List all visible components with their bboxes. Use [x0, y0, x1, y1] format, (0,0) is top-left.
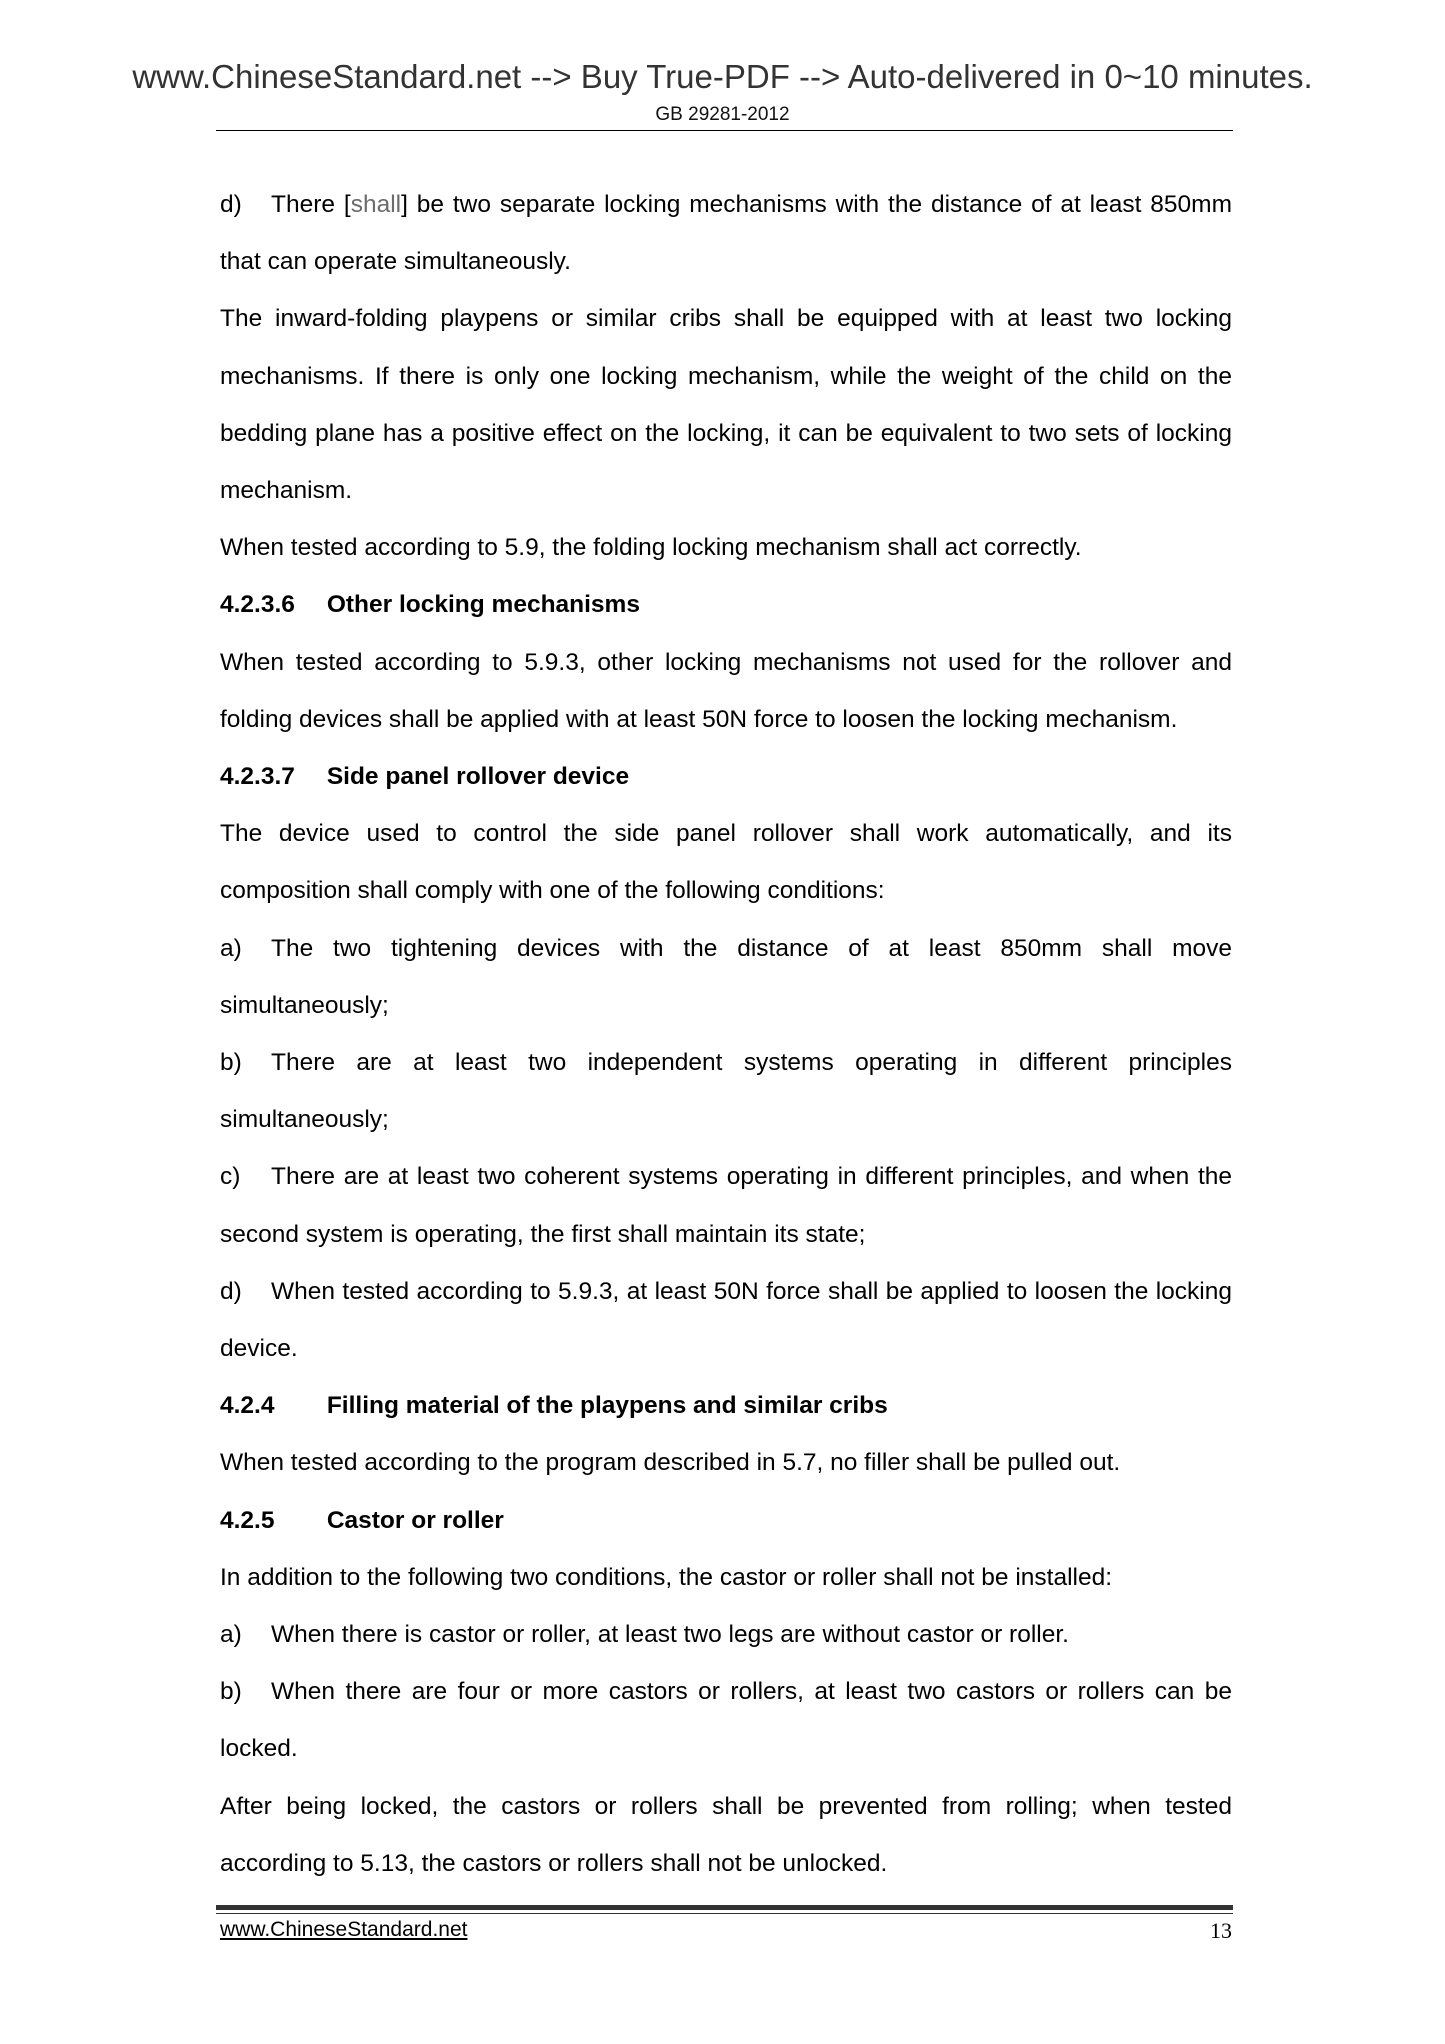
section-number: 4.2.5	[220, 1506, 275, 1534]
paragraph-filling-material: When tested according to the program described in 5.7, no filler shall be pulled out.	[220, 1449, 1121, 1477]
paragraph-castor-intro: In addition to the following two conditions, the castor or roller shall not be installed:	[220, 1563, 1113, 1591]
list-item-text: The two tightening devices with the distance of at least 850mm shall move simultaneously;	[220, 934, 1232, 1019]
footer-divider-thick	[216, 1905, 1233, 1910]
header-divider	[216, 130, 1233, 131]
section-title: Castor or roller	[326, 1506, 504, 1534]
list-item-b-castor	[220, 1663, 1232, 1777]
paragraph-castor-closing: After being locked, the castors or rollers shall be prevented from rolling; when tested according to 5.13, the castors or rollers shall not be unlocked.	[220, 1792, 1232, 1877]
list-item-d-locking	[220, 176, 1232, 290]
page-number: 13	[1210, 1918, 1232, 1943]
list-item-label: a)	[220, 1621, 242, 1649]
section-title: Filling material of the playpens and similar cribs	[326, 1392, 888, 1420]
list-item-a-rollover	[220, 920, 1232, 1034]
list-item-b-rollover	[220, 1034, 1232, 1148]
paragraph-tested-5-9: When tested according to 5.9, the folding locking mechanism shall act correctly.	[220, 534, 1082, 562]
header-banner: www.ChineseStandard.net --> Buy True-PDF --> Auto-delivered in 0~10 minutes.	[132, 58, 1313, 95]
list-item-label: b)	[220, 1678, 242, 1706]
section-number: 4.2.3.6	[220, 591, 295, 619]
section-title: Side panel rollover device	[326, 763, 630, 791]
list-item-text: When there are four or more castors or rollers, at least two castors or rollers can be locked.	[220, 1678, 1232, 1763]
document-body	[220, 176, 1232, 1892]
section-number: 4.2.4	[220, 1392, 275, 1420]
list-item-label: c)	[220, 1163, 241, 1191]
section-heading-4-2-4	[220, 1377, 1232, 1434]
list-item-label: b)	[220, 1049, 242, 1077]
list-item-d-rollover	[220, 1263, 1232, 1377]
section-number: 4.2.3.7	[220, 763, 295, 791]
list-item-c-rollover	[220, 1148, 1232, 1262]
list-item-text: When tested according to 5.9.3, at least 50N force shall be applied to loosen the locking device.	[220, 1277, 1232, 1363]
footer-website-link[interactable]: www.ChineseStandard.net	[220, 1918, 468, 1941]
list-item-text: There are at least two coherent systems operating in different principles, and when the second system is operating, the first shall maintain its state;	[220, 1163, 1232, 1248]
section-heading-4-2-3-6	[220, 576, 1232, 633]
section-heading-4-2-5	[220, 1492, 1232, 1549]
section-heading-4-2-3-7	[220, 748, 1232, 805]
highlighted-word: shall	[350, 191, 402, 218]
paragraph-other-locking: When tested according to 5.9.3, other locking mechanisms not used for the rollover and folding devices shall be applied with at least 50N force to loosen the locking mechanism.	[220, 648, 1232, 733]
footer-divider-thin	[216, 1913, 1233, 1914]
paragraph-rollover-intro: The device used to control the side panel rollover shall work automatically, and its composition shall comply with one of the following conditions:	[220, 820, 1232, 905]
list-item-text: There are at least two independent systems operating in different principles simultaneously;	[220, 1049, 1232, 1134]
section-title: Other locking mechanisms	[326, 591, 640, 619]
list-item-text-end: ] be two separate locking mechanisms with the distance of at least 850mm that can operate simultaneously.	[220, 191, 1232, 276]
list-item-text-start: There [	[271, 191, 351, 218]
list-item-text: When there is castor or roller, at least two legs are without castor or roller.	[271, 1621, 1069, 1649]
standard-number: GB 29281-2012	[655, 104, 790, 125]
list-item-a-castor	[220, 1606, 1232, 1663]
list-item-label: a)	[220, 934, 242, 962]
list-item-label: d)	[220, 191, 242, 218]
paragraph-inward-folding: The inward-folding playpens or similar cribs shall be equipped with at least two locking mechanisms. If there is only one locking mechanism, while the weight of the child on the bedding plane has a positive effect on the locking, it can be equivalent to two sets of locking mechanism.	[220, 305, 1232, 505]
list-item-label: d)	[220, 1277, 242, 1305]
